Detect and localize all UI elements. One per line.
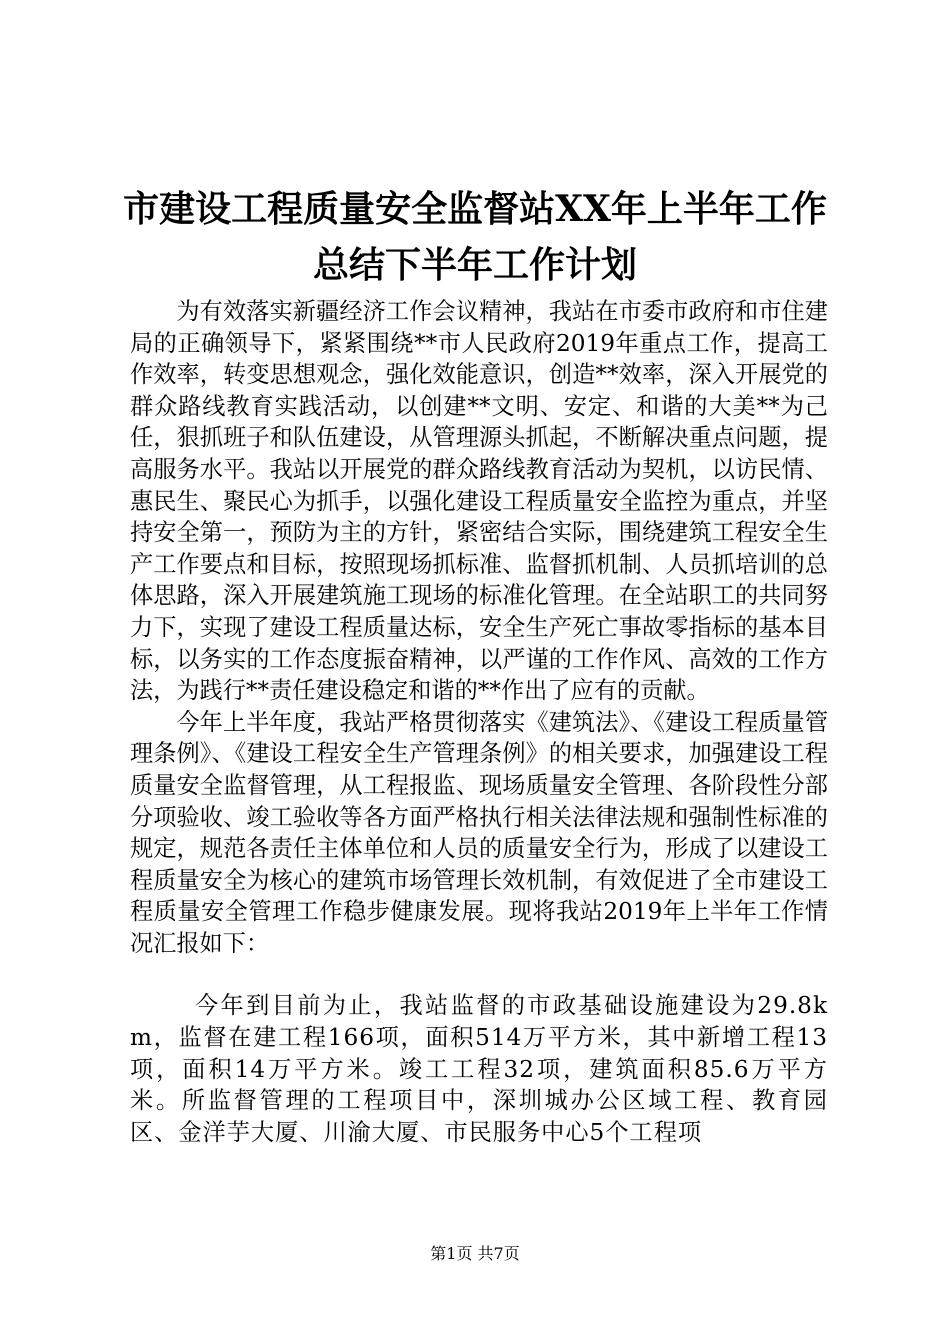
paragraph-regulations: 今年上半年度，我站严格贯彻落实《建筑法》、《建设工程质量管理条例》、《建设工程安全生产管理条例》的相关要求，加强建设工程质量安全监督管理，从工程报监、现场质量安全管理、各阶段性分部分项验收、竣工验收等各方面严格执行相关法律法规和强制性标准的规定，规范各责任主体单位和人员的质量安全行为，形成了以建设工程质量安全为核心的建筑市场管理长效机制，有效促进了全市建设工程质量安全管理工作稳步健康发展。现将我站2019年上半年工作情况汇报如下： (130, 708, 828, 957)
page-number-footer: 第1页 共7页 (430, 1244, 520, 1263)
paragraph-statistics: 今年到目前为止，我站监督的市政基础设施建设为29.8km，监督在建工程166项，面积514万平方米，其中新增工程13项，面积14万平方米。竣工工程32项，建筑面积85.6万平方米。所监督管理的工程项目中，深圳城办公区域工程、教育园区、金洋芋大厦、川渝大厦、市民服务中心5个工程项 (130, 992, 828, 1146)
document-body (130, 296, 828, 1148)
document-title-line-1: 市建设工程质量安全监督站XX年上半年工作 (123, 188, 827, 230)
paragraph-intro: 为有效落实新疆经济工作会议精神，我站在市委市政府和市住建局的正确领导下，紧紧围绕**市人民政府2019年重点工作，提高工作效率，转变思想观念，强化效能意识，创造**效率，深入开展党的群众路线教育实践活动，以创建**文明、安定、和谐的大美**为己任，狠抓班子和队伍建设，从管理源头抓起，不断解决重点问题，提高服务水平。我站以开展党的群众路线教育活动为契机，以访民情、惠民生、聚民心为抓手，以强化建设工程质量安全监控为重点，并坚持安全第一，预防为主的方针，紧密结合实际，围绕建筑工程安全生产工作要点和目标，按照现场抓标准、监督抓机制、人员抓培训的总体思路，深入开展建筑施工现场的标准化管理。在全站职工的共同努力下，实现了建设工程质量达标，安全生产死亡事故零指标的基本目标，以务实的工作态度振奋精神，以严谨的工作作风、高效的工作方法，为践行**责任建设稳定和谐的**作出了应有的贡献。 (130, 298, 828, 705)
document-title-line-2: 总结下半年工作计划 (312, 244, 637, 286)
